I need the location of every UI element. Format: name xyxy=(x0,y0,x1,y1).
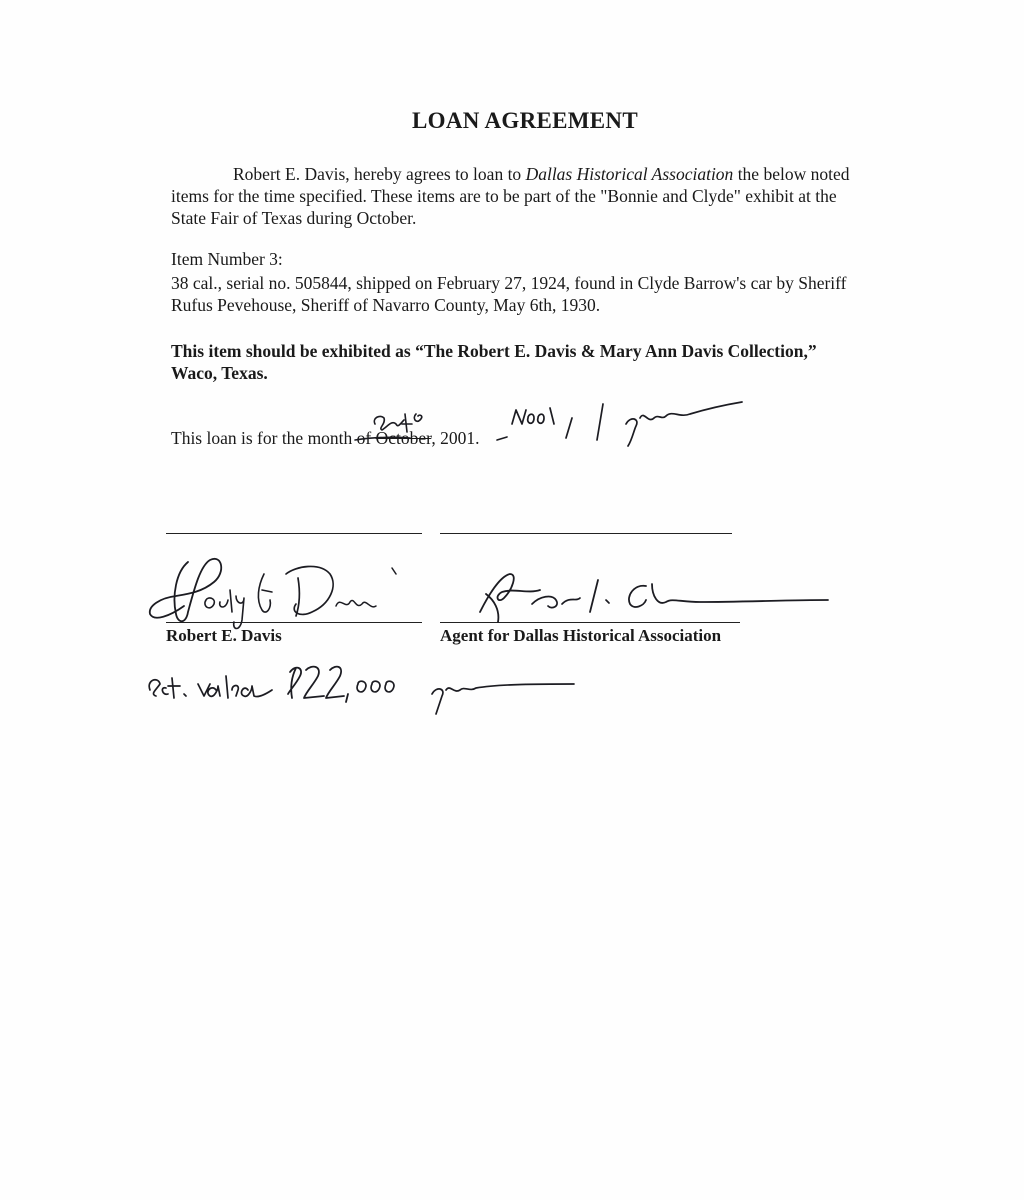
loan-period-prefix: This loan is for the month of xyxy=(171,428,376,448)
signature-line-right xyxy=(440,622,740,623)
signature-robert-davis xyxy=(150,559,396,629)
organization-name: Dallas Historical Association xyxy=(525,164,734,184)
intro-line-3: State Fair of Texas during October. xyxy=(171,208,417,228)
loan-period-line xyxy=(171,428,479,449)
intro-line-1 xyxy=(171,163,881,185)
signature-line-left xyxy=(166,622,422,623)
intro-line-2: items for the time specified. These items are to be part of the "Bonnie and Clyde" exhibit at the xyxy=(171,186,837,206)
signature-line-top-right xyxy=(440,533,732,534)
exhibit-note xyxy=(171,340,881,384)
document-title: LOAN AGREEMENT xyxy=(412,108,638,133)
struck-month: October xyxy=(375,428,432,448)
item-description-line-2: Rufus Pevehouse, Sheriff of Navarro County, May 6th, 1930. xyxy=(171,295,601,315)
loan-period-suffix: , 2001. xyxy=(431,428,480,448)
signature-line-top-left xyxy=(166,533,422,534)
intro-paragraph xyxy=(171,163,881,229)
exhibit-note-line-2: Waco, Texas. xyxy=(171,363,268,383)
handwritten-estimated-value xyxy=(149,667,574,714)
item-description xyxy=(171,272,881,316)
intro-line-1-end: the below noted xyxy=(733,164,850,184)
exhibit-note-line-1: This item should be exhibited as “The Robert E. Davis & Mary Ann Davis Collection,” xyxy=(171,341,817,361)
signer-label-left: Robert E. Davis xyxy=(166,626,282,645)
signer-label-right: Agent for Dallas Historical Association xyxy=(440,626,722,645)
signature-agent xyxy=(480,574,828,622)
item-description-line-1: 38 cal., serial no. 505844, shipped on February 27, 1924, found in Clyde Barrow's car by Sheriff xyxy=(171,273,847,293)
intro-line-1-start: Robert E. Davis, hereby agrees to loan to xyxy=(233,164,526,184)
item-number-label: Item Number 3: xyxy=(171,249,283,269)
